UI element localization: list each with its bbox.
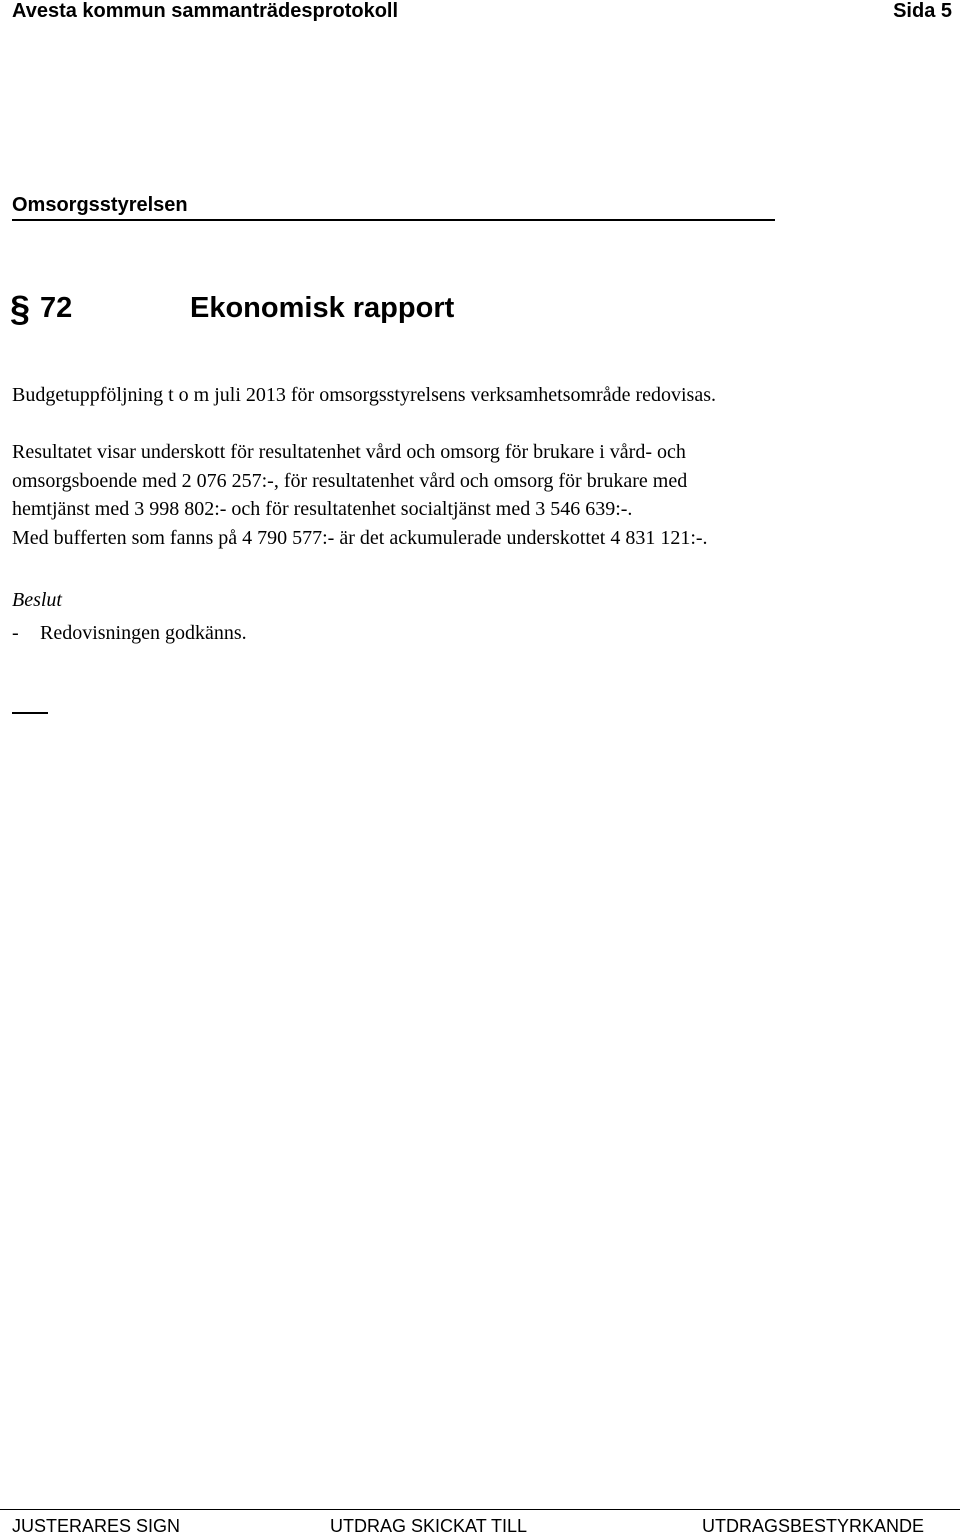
document-header-title: Avesta kommun sammanträdesprotokoll <box>12 0 399 22</box>
text-line: omsorgsboende med 2 076 257:-, för resultatenhet vård och omsorg för brukare med <box>12 469 688 492</box>
text-line: hemtjänst med 3 998 802:- och för resultatenhet socialtjänst med 3 546 639:-. <box>12 498 633 520</box>
footer-certification-label: UTDRAGSBESTYRKANDE <box>702 1516 925 1536</box>
text-line: Budgetuppföljning t o m juli 2013 för omsorgsstyrelsens verksamhetsområde redovisas. <box>12 384 716 406</box>
paragraph-result <box>12 438 708 552</box>
decision-heading: Beslut <box>12 589 62 611</box>
section-symbol: § <box>10 288 31 329</box>
text-line: Resultatet visar underskott för resultatenhet vård och omsorg för brukare i vård- och <box>12 441 686 463</box>
decision-item <box>12 622 247 645</box>
section-number: 72 <box>40 292 73 324</box>
board-name: Omsorgsstyrelsen <box>12 194 188 216</box>
page-number: Sida 5 <box>893 0 952 22</box>
footer-signature-label: JUSTERARES SIGN <box>12 1516 181 1536</box>
decision-text: Redovisningen godkänns. <box>40 622 247 644</box>
text-line: Med bufferten som fanns på 4 790 577:- är det ackumulerade underskottet 4 831 121:-. <box>12 526 708 549</box>
section-end-mark <box>12 712 48 714</box>
paragraph-budget-followup <box>12 381 716 410</box>
board-underline <box>12 219 775 221</box>
section-title: Ekonomisk rapport <box>190 292 455 324</box>
footer-rule <box>0 1509 960 1510</box>
footer-sent-label: UTDRAG SKICKAT TILL <box>330 1516 528 1536</box>
decision-bullet: - <box>12 622 19 644</box>
